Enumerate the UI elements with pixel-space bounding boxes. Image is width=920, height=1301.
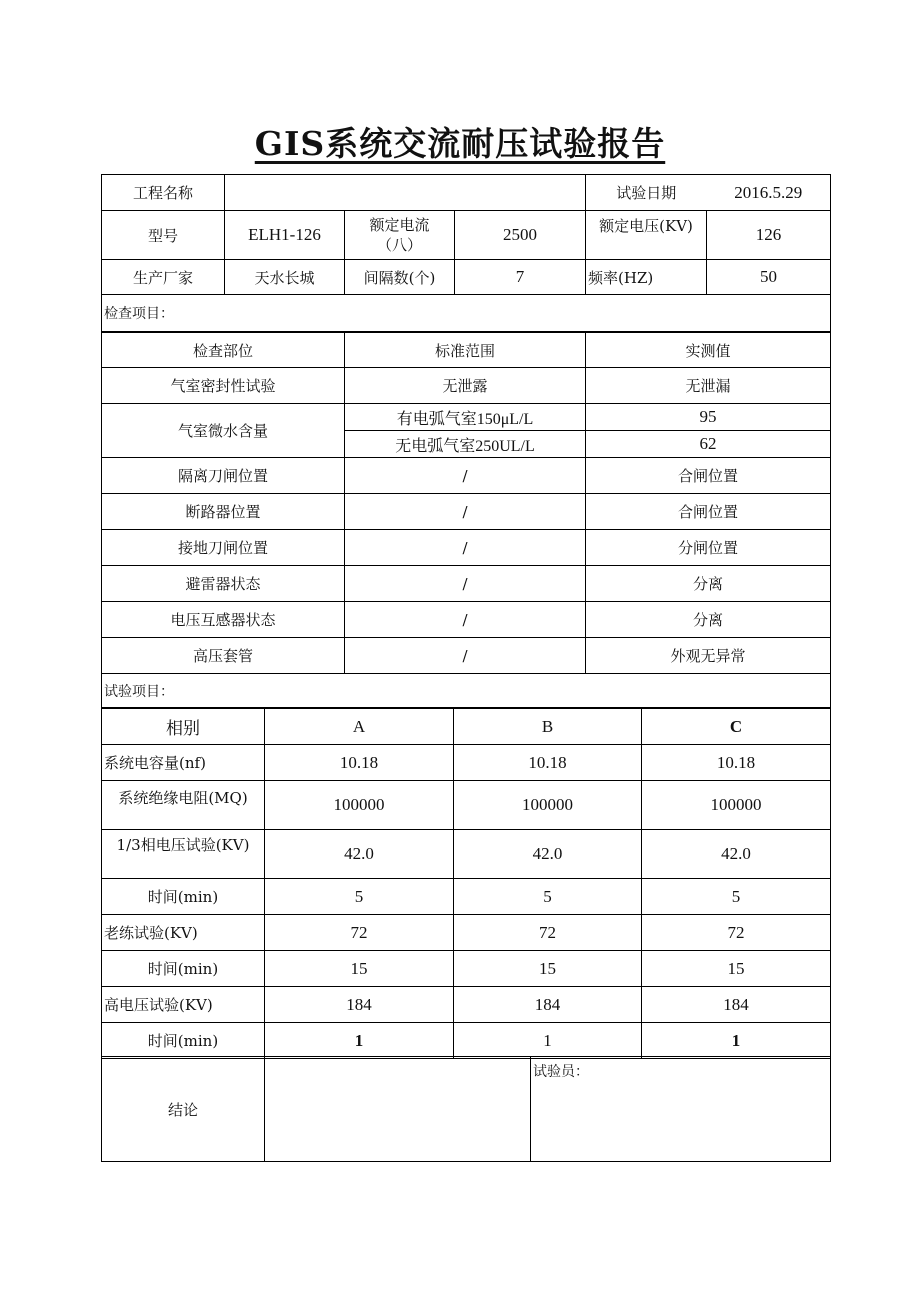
tests-table bbox=[101, 708, 831, 1059]
part-cell: 隔离刀闸位置 bbox=[102, 458, 345, 494]
part-cell: 避雷器状态 bbox=[102, 566, 345, 602]
phase-a: A bbox=[265, 709, 454, 745]
rated-voltage-label: 额定电压(KV) bbox=[586, 211, 707, 260]
tests-section-label: 试验项目： bbox=[102, 674, 831, 708]
test-b-cell: 72 bbox=[454, 915, 642, 951]
freq-value: 50 bbox=[707, 260, 831, 295]
table-row bbox=[102, 494, 831, 530]
tester-label: 试验员： bbox=[531, 1057, 831, 1162]
phase-b: B bbox=[454, 709, 642, 745]
test-a-cell: 100000 bbox=[265, 781, 454, 830]
bays-value: 7 bbox=[455, 260, 586, 295]
part-cell: 高压套管 bbox=[102, 638, 345, 674]
table-row bbox=[102, 987, 831, 1023]
arc-standard-cell: 有电弧气室150μL/L bbox=[345, 404, 586, 431]
table-row bbox=[102, 1023, 831, 1059]
test-a-cell: 15 bbox=[265, 951, 454, 987]
test-label-cell: 1/3相电压试验(KV) bbox=[102, 830, 265, 879]
inspection-table bbox=[101, 332, 831, 708]
model-value: ELH1-126 bbox=[225, 211, 345, 260]
conclusion-table bbox=[101, 1056, 831, 1162]
col-standard: 标准范围 bbox=[345, 333, 586, 368]
standard-cell: / bbox=[345, 458, 586, 494]
test-c-cell: 100000 bbox=[642, 781, 831, 830]
rated-current-label: 额定电流 （八） bbox=[345, 211, 455, 260]
conclusion-label: 结论 bbox=[102, 1057, 265, 1162]
measured-cell: 合闸位置 bbox=[586, 458, 831, 494]
bays-label: 间隔数(个) bbox=[345, 260, 455, 295]
table-row bbox=[102, 915, 831, 951]
part-cell: 气室密封性试验 bbox=[102, 368, 345, 404]
conclusion-value bbox=[265, 1057, 531, 1162]
test-label-cell: 系统电容量(nf) bbox=[102, 745, 265, 781]
header-table bbox=[101, 174, 831, 332]
measured-cell: 分离 bbox=[586, 602, 831, 638]
measured-cell: 外观无异常 bbox=[586, 638, 831, 674]
project-label: 工程名称 bbox=[102, 175, 225, 211]
col-part: 检查部位 bbox=[102, 333, 345, 368]
test-b-cell: 184 bbox=[454, 987, 642, 1023]
test-label-cell: 系统绝缘电阻(MQ) bbox=[102, 781, 265, 830]
table-row bbox=[102, 879, 831, 915]
model-label: 型号 bbox=[102, 211, 225, 260]
project-value bbox=[225, 175, 586, 211]
table-row bbox=[102, 566, 831, 602]
test-label-cell: 时间(min) bbox=[102, 1023, 265, 1059]
test-b-cell: 100000 bbox=[454, 781, 642, 830]
test-b-cell: 15 bbox=[454, 951, 642, 987]
measured-cell: 合闸位置 bbox=[586, 494, 831, 530]
part-cell: 电压互感器状态 bbox=[102, 602, 345, 638]
test-a-cell: 1 bbox=[265, 1023, 454, 1059]
standard-cell: / bbox=[345, 638, 586, 674]
test-c-cell: 42.0 bbox=[642, 830, 831, 879]
test-b-cell: 5 bbox=[454, 879, 642, 915]
table-row bbox=[102, 781, 831, 830]
noarc-measured-cell: 62 bbox=[586, 431, 831, 458]
table-row bbox=[102, 368, 831, 404]
col-measured: 实测值 bbox=[586, 333, 831, 368]
freq-label: 频率(HZ) bbox=[586, 260, 707, 295]
test-a-cell: 10.18 bbox=[265, 745, 454, 781]
table-row bbox=[102, 404, 831, 431]
report-title: GIS系统交流耐压试验报告 bbox=[254, 124, 666, 163]
date-value: 2016.5.29 bbox=[707, 175, 831, 211]
test-a-cell: 42.0 bbox=[265, 830, 454, 879]
measured-cell: 无泄漏 bbox=[586, 368, 831, 404]
test-c-cell: 5 bbox=[642, 879, 831, 915]
test-b-cell: 42.0 bbox=[454, 830, 642, 879]
table-row bbox=[102, 458, 831, 494]
test-b-cell: 10.18 bbox=[454, 745, 642, 781]
test-a-cell: 184 bbox=[265, 987, 454, 1023]
test-label-cell: 高电压试验(KV) bbox=[102, 987, 265, 1023]
standard-cell: / bbox=[345, 566, 586, 602]
test-label-cell: 老练试验(KV) bbox=[102, 915, 265, 951]
test-a-cell: 72 bbox=[265, 915, 454, 951]
standard-cell: / bbox=[345, 530, 586, 566]
rated-voltage-value: 126 bbox=[707, 211, 831, 260]
part-cell: 断路器位置 bbox=[102, 494, 345, 530]
inspection-header-row bbox=[102, 333, 831, 368]
part-cell: 接地刀闸位置 bbox=[102, 530, 345, 566]
phase-header-row bbox=[102, 709, 831, 745]
table-row bbox=[102, 530, 831, 566]
manufacturer-value: 天水长城 bbox=[225, 260, 345, 295]
test-c-cell: 1 bbox=[642, 1023, 831, 1059]
standard-cell: / bbox=[345, 494, 586, 530]
test-c-cell: 10.18 bbox=[642, 745, 831, 781]
manufacturer-label: 生产厂家 bbox=[102, 260, 225, 295]
test-label-cell: 时间(min) bbox=[102, 951, 265, 987]
standard-cell: / bbox=[345, 602, 586, 638]
phase-c: C bbox=[642, 709, 831, 745]
table-row bbox=[102, 830, 831, 879]
date-label: 试验日期 bbox=[586, 175, 707, 211]
table-row bbox=[102, 745, 831, 781]
test-c-cell: 184 bbox=[642, 987, 831, 1023]
inspection-section-label: 检查项目： bbox=[102, 295, 831, 332]
arc-measured-cell: 95 bbox=[586, 404, 831, 431]
test-c-cell: 72 bbox=[642, 915, 831, 951]
test-b-cell: 1 bbox=[454, 1023, 642, 1059]
test-label-cell: 时间(min) bbox=[102, 879, 265, 915]
test-a-cell: 5 bbox=[265, 879, 454, 915]
measured-cell: 分闸位置 bbox=[586, 530, 831, 566]
phase-label: 相别 bbox=[102, 709, 265, 745]
table-row bbox=[102, 638, 831, 674]
standard-cell: 无泄露 bbox=[345, 368, 586, 404]
rated-current-value: 2500 bbox=[455, 211, 586, 260]
noarc-standard-cell: 无电弧气室250UL/L bbox=[345, 431, 586, 458]
test-c-cell: 15 bbox=[642, 951, 831, 987]
moisture-part-cell: 气室微水含量 bbox=[102, 404, 345, 458]
measured-cell: 分离 bbox=[586, 566, 831, 602]
table-row bbox=[102, 951, 831, 987]
table-row bbox=[102, 602, 831, 638]
